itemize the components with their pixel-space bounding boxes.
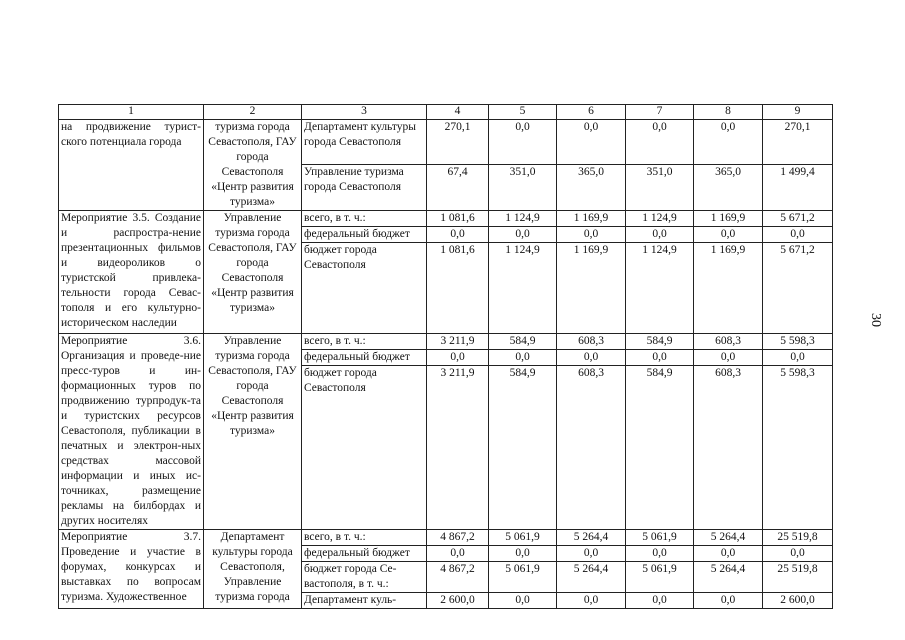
value-cell: 351,0 bbox=[489, 165, 557, 211]
value-cell: 0,0 bbox=[489, 227, 557, 243]
value-cell: 0,0 bbox=[557, 350, 626, 366]
value-cell: 0,0 bbox=[763, 546, 833, 562]
value-cell: 0,0 bbox=[763, 350, 833, 366]
source-cell: Управление туризма города Севастополя bbox=[302, 165, 427, 211]
value-cell: 1 081,6 bbox=[427, 211, 489, 227]
value-cell: 0,0 bbox=[626, 350, 694, 366]
table-body bbox=[59, 105, 833, 609]
value-cell: 5 598,3 bbox=[763, 334, 833, 350]
value-cell: 1 169,9 bbox=[694, 211, 763, 227]
value-cell: 0,0 bbox=[694, 120, 763, 165]
header-cell: 8 bbox=[694, 105, 763, 120]
value-cell: 365,0 bbox=[557, 165, 626, 211]
value-cell: 0,0 bbox=[427, 227, 489, 243]
activity-cell: Мероприятие 3.5. Создание и распростра-нение презентационных фильмов и видеороликов о туристской привлека-тельности города Севас-тополя и его культурно-историческом наследии bbox=[59, 211, 204, 334]
value-cell: 3 211,9 bbox=[427, 366, 489, 530]
value-cell: 608,3 bbox=[557, 334, 626, 350]
value-cell: 0,0 bbox=[489, 120, 557, 165]
table-row bbox=[59, 530, 833, 546]
value-cell: 5 671,2 bbox=[763, 211, 833, 227]
value-cell: 0,0 bbox=[489, 546, 557, 562]
value-cell: 270,1 bbox=[763, 120, 833, 165]
value-cell: 1 169,9 bbox=[694, 243, 763, 334]
value-cell: 5 264,4 bbox=[557, 562, 626, 593]
value-cell: 0,0 bbox=[626, 546, 694, 562]
value-cell: 0,0 bbox=[694, 350, 763, 366]
value-cell: 0,0 bbox=[763, 227, 833, 243]
source-cell: федеральный бюджет bbox=[302, 350, 427, 366]
source-cell: всего, в т. ч.: bbox=[302, 211, 427, 227]
value-cell: 5 264,4 bbox=[694, 530, 763, 546]
header-cell: 3 bbox=[302, 105, 427, 120]
value-cell: 0,0 bbox=[557, 546, 626, 562]
value-cell: 3 211,9 bbox=[427, 334, 489, 350]
source-cell: бюджет города Севастополя bbox=[302, 366, 427, 530]
value-cell: 608,3 bbox=[694, 366, 763, 530]
value-cell: 1 124,9 bbox=[626, 243, 694, 334]
value-cell: 5 264,4 bbox=[694, 562, 763, 593]
value-cell: 0,0 bbox=[694, 546, 763, 562]
value-cell: 5 598,3 bbox=[763, 366, 833, 530]
value-cell: 67,4 bbox=[427, 165, 489, 211]
value-cell: 584,9 bbox=[489, 366, 557, 530]
value-cell: 0,0 bbox=[626, 227, 694, 243]
header-cell: 5 bbox=[489, 105, 557, 120]
value-cell: 2 600,0 bbox=[763, 593, 833, 609]
table-row bbox=[59, 120, 833, 165]
value-cell: 584,9 bbox=[489, 334, 557, 350]
value-cell: 1 124,9 bbox=[626, 211, 694, 227]
source-cell: всего, в т. ч.: bbox=[302, 334, 427, 350]
value-cell: 0,0 bbox=[694, 593, 763, 609]
value-cell: 0,0 bbox=[427, 546, 489, 562]
value-cell: 0,0 bbox=[626, 593, 694, 609]
value-cell: 1 499,4 bbox=[763, 165, 833, 211]
value-cell: 5 264,4 bbox=[557, 530, 626, 546]
value-cell: 1 169,9 bbox=[557, 243, 626, 334]
source-cell: федеральный бюджет bbox=[302, 227, 427, 243]
header-cell: 9 bbox=[763, 105, 833, 120]
source-cell: Департамент культуры города Севастополя bbox=[302, 120, 427, 165]
value-cell: 5 061,9 bbox=[626, 530, 694, 546]
value-cell: 5 671,2 bbox=[763, 243, 833, 334]
executor-cell: Управление туризма города Севастополя, ГАУ города Севастополя «Центр развития туризма» bbox=[204, 334, 302, 530]
value-cell: 351,0 bbox=[626, 165, 694, 211]
value-cell: 0,0 bbox=[557, 593, 626, 609]
value-cell: 25 519,8 bbox=[763, 562, 833, 593]
activity-cell: Мероприятие 3.6. Организация и проведе-ние пресс-туров и ин-формационных туров по продвижению турпродук-та и туристских ресурсов Севастополя, публикации в печатных и электрон-ных средствах массовой информации и иных ис-точниках, размещение рекламы на билбордах и других носителях bbox=[59, 334, 204, 530]
source-cell: бюджет города Севастополя bbox=[302, 243, 427, 334]
value-cell: 2 600,0 bbox=[427, 593, 489, 609]
value-cell: 270,1 bbox=[427, 120, 489, 165]
value-cell: 0,0 bbox=[557, 120, 626, 165]
value-cell: 0,0 bbox=[557, 227, 626, 243]
executor-cell: Управление туризма города Севастополя, ГАУ города Севастополя «Центр развития туризма» bbox=[204, 211, 302, 334]
value-cell: 5 061,9 bbox=[626, 562, 694, 593]
value-cell: 1 081,6 bbox=[427, 243, 489, 334]
header-cell: 2 bbox=[204, 105, 302, 120]
activity-cell: на продвижение турист-ского потенциала города bbox=[59, 120, 204, 211]
executor-cell: туризма города Севастополя, ГАУ города Севастополя «Центр развития туризма» bbox=[204, 120, 302, 211]
header-cell: 7 bbox=[626, 105, 694, 120]
value-cell: 0,0 bbox=[427, 350, 489, 366]
value-cell: 5 061,9 bbox=[489, 562, 557, 593]
source-cell: федеральный бюджет bbox=[302, 546, 427, 562]
value-cell: 0,0 bbox=[626, 120, 694, 165]
page-number: 30 bbox=[868, 313, 883, 327]
value-cell: 0,0 bbox=[694, 227, 763, 243]
value-cell: 0,0 bbox=[489, 593, 557, 609]
header-row bbox=[59, 105, 833, 120]
source-cell: Департамент куль- bbox=[302, 593, 427, 609]
table-row bbox=[59, 211, 833, 227]
header-cell: 4 bbox=[427, 105, 489, 120]
source-cell: бюджет города Се-вастополя, в т. ч.: bbox=[302, 562, 427, 593]
value-cell: 4 867,2 bbox=[427, 530, 489, 546]
table-row bbox=[59, 334, 833, 350]
header-cell: 1 bbox=[59, 105, 204, 120]
value-cell: 5 061,9 bbox=[489, 530, 557, 546]
value-cell: 608,3 bbox=[694, 334, 763, 350]
budget-table bbox=[58, 104, 833, 609]
value-cell: 0,0 bbox=[489, 350, 557, 366]
value-cell: 584,9 bbox=[626, 366, 694, 530]
value-cell: 584,9 bbox=[626, 334, 694, 350]
header-cell: 6 bbox=[557, 105, 626, 120]
value-cell: 25 519,8 bbox=[763, 530, 833, 546]
value-cell: 4 867,2 bbox=[427, 562, 489, 593]
source-cell: всего, в т. ч.: bbox=[302, 530, 427, 546]
executor-cell: Департамент культуры города Севастополя, Управление туризма города bbox=[204, 530, 302, 609]
value-cell: 1 124,9 bbox=[489, 243, 557, 334]
value-cell: 365,0 bbox=[694, 165, 763, 211]
activity-cell: Мероприятие 3.7. Проведение и участие в форумах, конкурсах и выставках по вопросам туризма. Художественное bbox=[59, 530, 204, 609]
value-cell: 1 169,9 bbox=[557, 211, 626, 227]
value-cell: 1 124,9 bbox=[489, 211, 557, 227]
value-cell: 608,3 bbox=[557, 366, 626, 530]
